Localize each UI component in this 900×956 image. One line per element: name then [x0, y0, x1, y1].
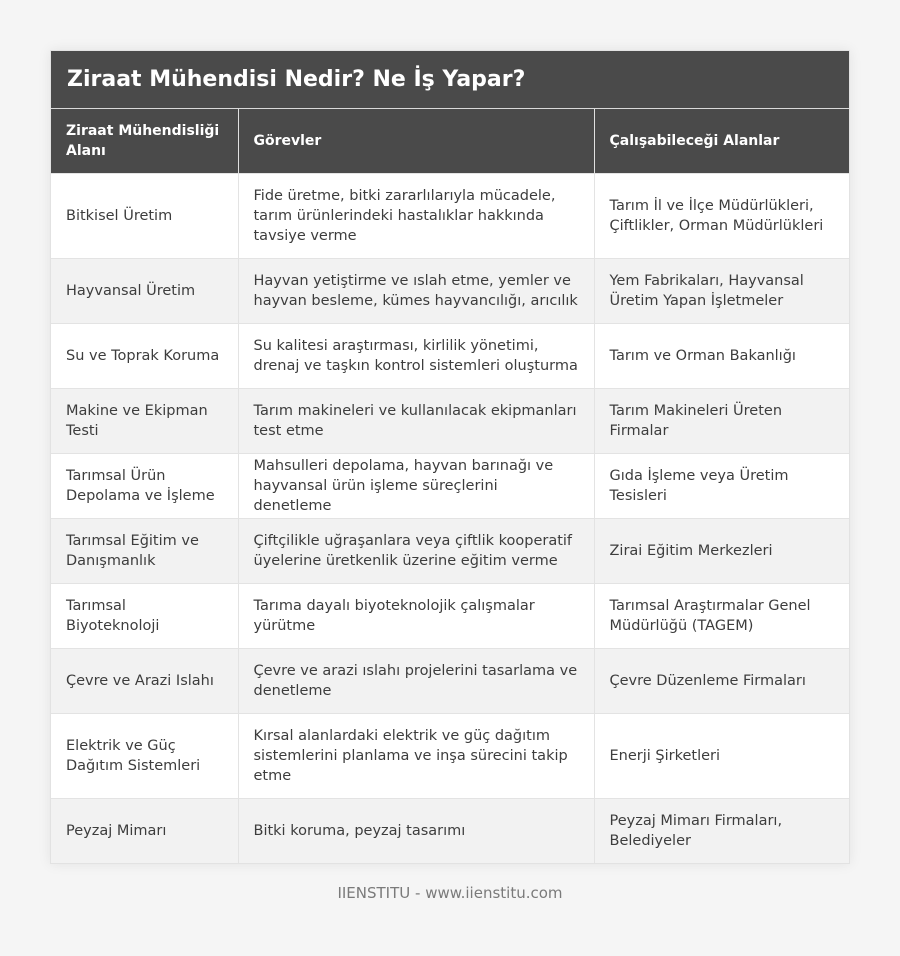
cell-tasks: Fide üretme, bitki zararlılarıyla mücadele, tarım ürünlerindeki hastalıklar hakkında tavsiye verme — [238, 173, 594, 258]
cell-workplaces: Tarım ve Orman Bakanlığı — [594, 323, 849, 388]
cell-workplaces: Peyzaj Mimarı Firmaları, Belediyeler — [594, 798, 849, 863]
table-row — [51, 388, 849, 453]
table-row — [51, 258, 849, 323]
cell-workplaces: Tarımsal Araştırmalar Genel Müdürlüğü (TAGEM) — [594, 583, 849, 648]
cell-tasks: Kırsal alanlardaki elektrik ve güç dağıtım sistemlerini planlama ve inşa sürecini takip etme — [238, 713, 594, 798]
table-row — [51, 173, 849, 258]
cell-workplaces: Tarım İl ve İlçe Müdürlükleri, Çiftlikler, Orman Müdürlükleri — [594, 173, 849, 258]
cell-workplaces: Yem Fabrikaları, Hayvansal Üretim Yapan İşletmeler — [594, 258, 849, 323]
cell-tasks: Çevre ve arazi ıslahı projelerini tasarlama ve denetleme — [238, 648, 594, 713]
cell-area: Peyzaj Mimarı — [51, 798, 238, 863]
table-row — [51, 323, 849, 388]
cell-tasks: Hayvan yetiştirme ve ıslah etme, yemler ve hayvan besleme, kümes hayvancılığı, arıcılık — [238, 258, 594, 323]
cell-workplaces: Zirai Eğitim Merkezleri — [594, 518, 849, 583]
cell-workplaces: Gıda İşleme veya Üretim Tesisleri — [594, 453, 849, 518]
cell-tasks: Tarım makineleri ve kullanılacak ekipmanları test etme — [238, 388, 594, 453]
table-header-row — [51, 109, 849, 173]
cell-area: Makine ve Ekipman Testi — [51, 388, 238, 453]
cell-workplaces: Çevre Düzenleme Firmaları — [594, 648, 849, 713]
cell-workplaces: Tarım Makineleri Üreten Firmalar — [594, 388, 849, 453]
table-card — [50, 50, 850, 864]
table-row — [51, 648, 849, 713]
cell-tasks: Tarıma dayalı biyoteknolojik çalışmalar yürütme — [238, 583, 594, 648]
column-header-workplaces: Çalışabileceği Alanlar — [594, 109, 849, 173]
cell-area: Hayvansal Üretim — [51, 258, 238, 323]
cell-tasks: Su kalitesi araştırması, kirlilik yönetimi, drenaj ve taşkın kontrol sistemleri oluşturma — [238, 323, 594, 388]
cell-tasks: Bitki koruma, peyzaj tasarımı — [238, 798, 594, 863]
table-row — [51, 583, 849, 648]
cell-area: Tarımsal Biyoteknoloji — [51, 583, 238, 648]
cell-area: Tarımsal Ürün Depolama ve İşleme — [51, 453, 238, 518]
data-table — [51, 109, 849, 863]
table-row — [51, 518, 849, 583]
cell-tasks: Mahsulleri depolama, hayvan barınağı ve hayvansal ürün işleme süreçlerini denetleme — [238, 453, 594, 518]
table-row — [51, 453, 849, 518]
cell-area: Bitkisel Üretim — [51, 173, 238, 258]
column-header-area: Ziraat Mühendisliği Alanı — [51, 109, 238, 173]
cell-tasks: Çiftçilikle uğraşanlara veya çiftlik kooperatif üyelerine üretkenlik üzerine eğitim verme — [238, 518, 594, 583]
table-row — [51, 713, 849, 798]
table-row — [51, 798, 849, 863]
column-header-tasks: Görevler — [238, 109, 594, 173]
cell-area: Tarımsal Eğitim ve Danışmanlık — [51, 518, 238, 583]
cell-area: Çevre ve Arazi Islahı — [51, 648, 238, 713]
footer-credit: IIENSTITU - www.iienstitu.com — [337, 884, 563, 902]
page-title: Ziraat Mühendisi Nedir? Ne İş Yapar? — [51, 51, 849, 109]
cell-area: Elektrik ve Güç Dağıtım Sistemleri — [51, 713, 238, 798]
cell-area: Su ve Toprak Koruma — [51, 323, 238, 388]
cell-workplaces: Enerji Şirketleri — [594, 713, 849, 798]
